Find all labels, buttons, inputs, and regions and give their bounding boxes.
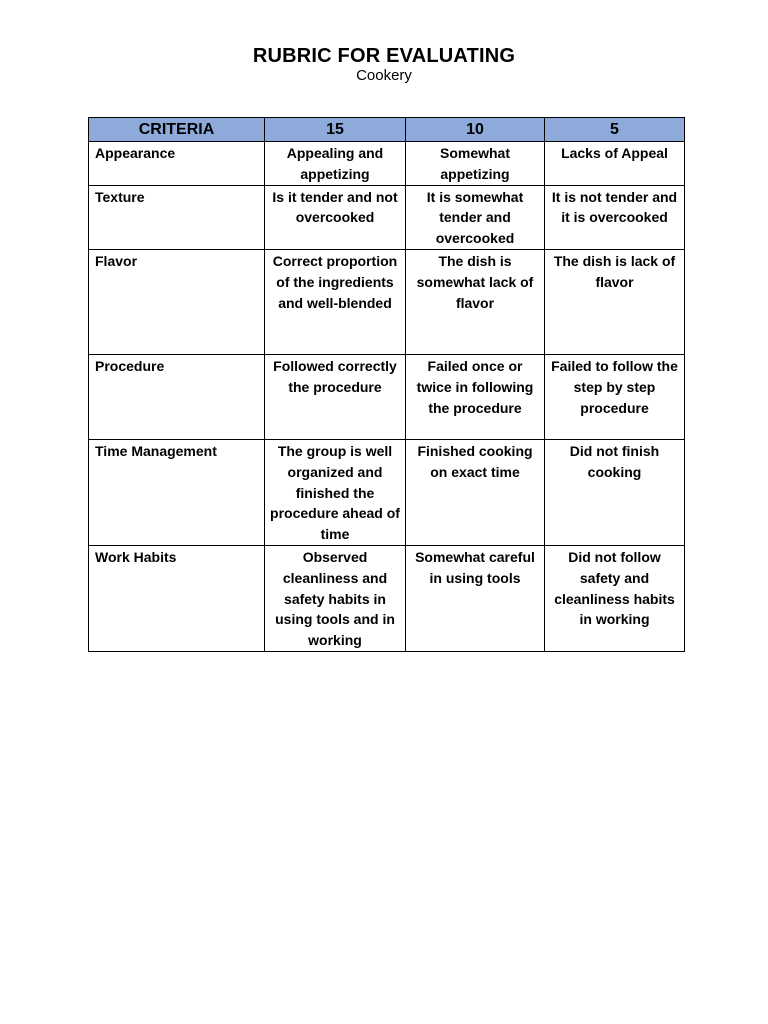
score-5-cell: It is not tender and it is overcooked	[545, 185, 685, 249]
score-10-cell: The dish is somewhat lack of flavor	[406, 249, 545, 354]
score-15-cell: Is it tender and not overcooked	[265, 185, 406, 249]
score-10-cell: Finished cooking on exact time	[406, 439, 545, 545]
header-score-10: 10	[406, 118, 545, 142]
criterion-cell: Texture	[89, 185, 265, 249]
criterion-cell: Work Habits	[89, 545, 265, 651]
score-15-cell: Followed correctly the procedure	[265, 354, 406, 439]
header-score-5: 5	[545, 118, 685, 142]
score-5-cell: The dish is lack of flavor	[545, 249, 685, 354]
table-row	[89, 142, 685, 186]
page-title: RUBRIC FOR EVALUATING	[252, 45, 516, 67]
table-row	[89, 249, 685, 354]
score-15-cell: The group is well organized and finished the procedure ahead of time	[265, 439, 406, 545]
table-row	[89, 545, 685, 651]
rubric-table	[88, 117, 685, 652]
score-10-cell: Somewhat careful in using tools	[406, 545, 545, 651]
score-15-cell: Observed cleanliness and safety habits in using tools and in working	[265, 545, 406, 651]
table-row	[89, 185, 685, 249]
header-criteria: CRITERIA	[89, 118, 265, 142]
table-row	[89, 439, 685, 545]
score-5-cell: Did not follow safety and cleanliness habits in working	[545, 545, 685, 651]
page-subtitle: Cookery	[356, 67, 412, 84]
score-10-cell: Failed once or twice in following the procedure	[406, 354, 545, 439]
score-10-cell: Somewhat appetizing	[406, 142, 545, 186]
score-10-cell: It is somewhat tender and overcooked	[406, 185, 545, 249]
criterion-cell: Time Management	[89, 439, 265, 545]
header-score-15: 15	[265, 118, 406, 142]
score-5-cell: Failed to follow the step by step procedure	[545, 354, 685, 439]
table-row	[89, 354, 685, 439]
criterion-cell: Appearance	[89, 142, 265, 186]
score-5-cell: Lacks of Appeal	[545, 142, 685, 186]
criterion-cell: Procedure	[89, 354, 265, 439]
criterion-cell: Flavor	[89, 249, 265, 354]
score-15-cell: Correct proportion of the ingredients and well-blended	[265, 249, 406, 354]
score-5-cell: Did not finish cooking	[545, 439, 685, 545]
score-15-cell: Appealing and appetizing	[265, 142, 406, 186]
table-header-row	[89, 118, 685, 142]
